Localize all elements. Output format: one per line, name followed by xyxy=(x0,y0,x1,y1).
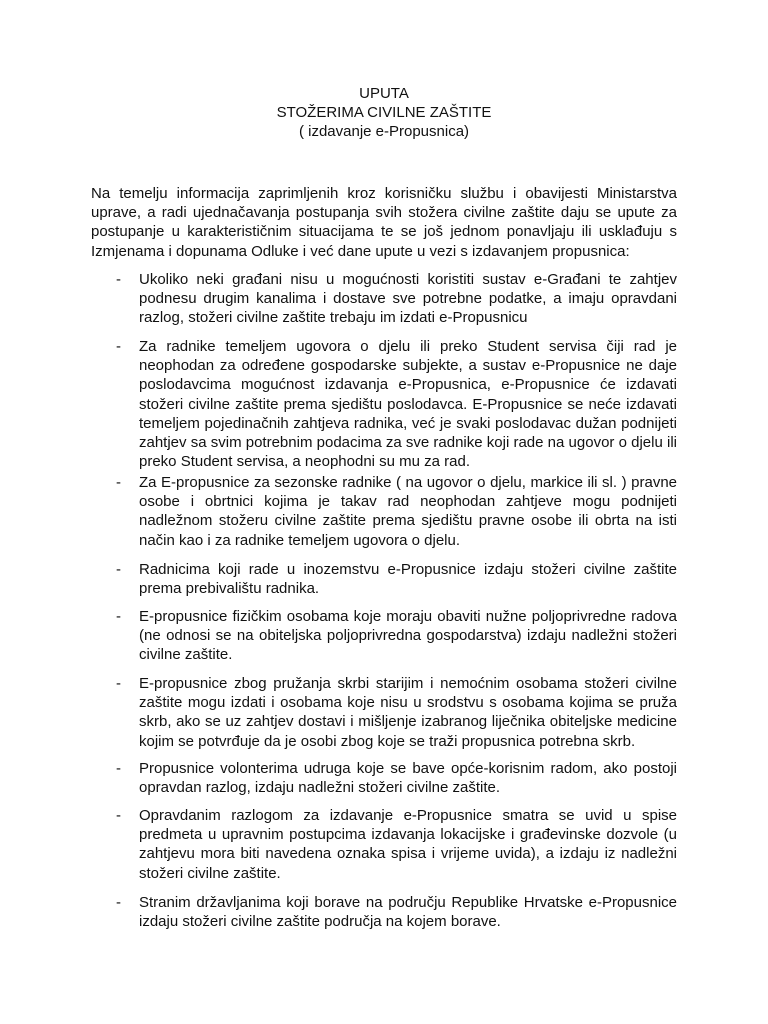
list-bullet: - xyxy=(116,271,121,288)
list-item-text: Stranim državljanima koji borave na području Republike Hrvatske e-Propusnice izdaju stožeri civilne zaštite područja na kojem borave. xyxy=(139,894,677,931)
list-item-text: Ukoliko neki građani nisu u mogućnosti koristiti sustav e-Građani te zahtjev podnesu drugim kanalima i dostave sve potrebne podatke, a imaju opravdani razlog, stožeri civilne zaštite trebaju im izdati e-Propusnicu xyxy=(139,271,677,327)
list-bullet: - xyxy=(116,675,121,692)
list-item-text: Za E-propusnice za sezonske radnike ( na ugovor o djelu, markice ili sl. ) pravne osobe i obrtnici kojima je takav rad neophodan zahtjeve mogu podnijeti nadležnom stožeru civilne zaštite prema sjedištu pravne osobe ili obrta na isti način kao i za radnike temeljem ugovora o djelu. xyxy=(139,474,677,549)
list-item-text: E-propusnice zbog pružanja skrbi starijim i nemoćnim osobama stožeri civilne zaštite mogu izdati i osobama koje nisu u srodstvu s osobama kojima se pruža skrb, ako se uz zahtjev dostavi i mišljenje izabranog liječnika obiteljske medicine kojim se potvrđuje da je osobi zbog koje se traži propusnica potrebna skrb. xyxy=(139,675,677,750)
list-bullet: - xyxy=(116,561,121,578)
list-bullet: - xyxy=(116,338,121,355)
list-item-text: E-propusnice fizičkim osobama koje moraju obaviti nužne poljoprivredne radova (ne odnosi se na obiteljska poljoprivredna gospodarstva) izdaju nadležni stožeri civilne zaštite. xyxy=(139,608,677,664)
document-title: UPUTA xyxy=(359,85,409,102)
document-subtitle: STOŽERIMA CIVILNE ZAŠTITE xyxy=(276,104,492,121)
list-bullet: - xyxy=(116,608,121,625)
list-bullet: - xyxy=(116,894,121,911)
list-item-text: Radnicima koji rade u inozemstvu e-Propusnice izdaju stožeri civilne zaštite prema prebivalištu radnika. xyxy=(139,561,677,598)
document-subject: ( izdavanje e-Propusnica) xyxy=(298,123,470,140)
list-bullet: - xyxy=(116,474,121,491)
list-bullet: - xyxy=(116,807,121,824)
list-item-text: Propusnice volonterima udruga koje se bave opće-korisnim radom, ako postoji opravdan razlog, izdaju nadležni stožeri civilne zaštite. xyxy=(139,760,677,797)
intro-paragraph: Na temelju informacija zaprimljenih kroz korisničku službu i obavijesti Ministarstva uprave, a radi ujednačavanja postupanja svih stožera civilne zaštite daju se upute za postupanje u karakterističnim situacijama te se još jednom ponavljaju ili usklađuju s Izmjenama i dopunama Odluke i već dane upute u vezi s izdavanjem propusnica: xyxy=(91,185,677,260)
list-item-text: Opravdanim razlogom za izdavanje e-Propusnice smatra se uvid u spise predmeta u upravnim postupcima izdavanja lokacijske i građevinske dozvole (u zahtjevu mora biti navedena oznaka spisa i vrijeme uvida), a izdaju iz nadležni stožeri civilne zaštite. xyxy=(139,807,677,882)
list-item-text: Za radnike temeljem ugovora o djelu ili preko Student servisa čiji rad je neophodan za određene gospodarske subjekte, a sustav e-Propusnice ne daje poslodavcima mogućnost izdavanja e-Propusnica, e-Propusnice će izdavati stožeri civilne zaštite prema sjedištu poslodavca. E-Propusnice se neće izdavati temeljem pojedinačnih zahtjeva radnika, već je svaki poslodavac dužan podnijeti zahtjev sa svim potrebnim podacima za sve radnike koji rade na ugovor o djelu ili preko Student servisa, a neophodni su mu za rad. xyxy=(139,338,677,471)
list-bullet: - xyxy=(116,760,121,777)
